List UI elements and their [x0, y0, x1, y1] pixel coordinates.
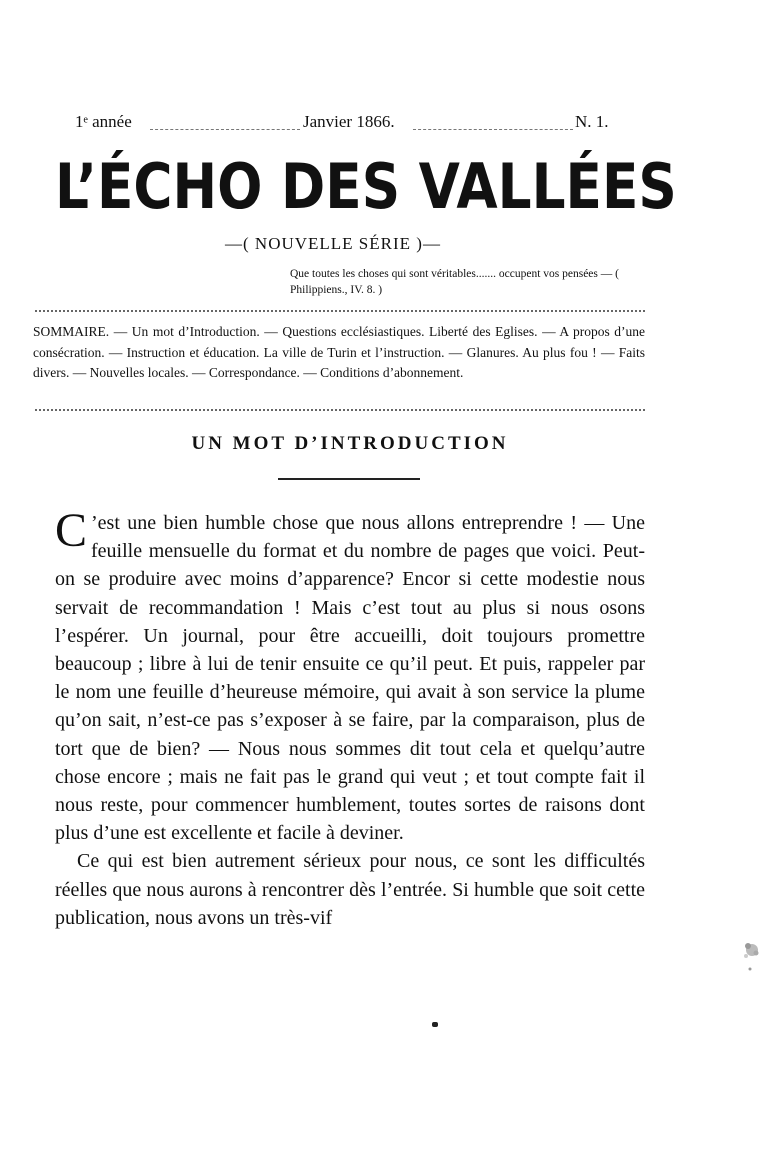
- summary-label: SOMMAIRE.: [33, 324, 110, 339]
- epigraph: Que toutes les choses qui sont véritables....... occupent vos pensées — ( Philippiens., IV. 8. ): [290, 268, 619, 296]
- masthead-divider: [413, 129, 573, 130]
- summary-text: — Un mot d’Introduction. — Questions ecclésiastiques. Liberté des Eglises. — A propos d’une consécration. — Instruction et éducation. La ville de Turin et l’instruction. — Glanures. Au plus fou ! — Faits divers. — Nouvelles locales. — Correspondance. — Conditions d’abonnement.: [33, 324, 645, 380]
- paragraph: [55, 504, 645, 847]
- masthead-line: [75, 112, 630, 136]
- paragraph-text: Ce qui est bien autrement sérieux pour nous, ce sont les difficultés réelles que nous aurons à rencontrer dès l’entrée. Si humble que soit cette publication, nous avons un très-vif: [55, 850, 645, 929]
- divider-rule: [35, 409, 645, 411]
- heading-rule: [278, 478, 420, 480]
- edition-label: 1ᵉ année: [75, 112, 132, 131]
- paragraph: [55, 847, 645, 932]
- newspaper-title: L’ÉCHO DES VALLÉES: [55, 150, 677, 223]
- issue-number: N. 1.: [575, 112, 609, 131]
- paper-stain: [738, 936, 766, 974]
- masthead-divider: [150, 129, 300, 130]
- divider-rule: [35, 310, 645, 312]
- summary-block: [33, 322, 645, 384]
- paragraph-text: ’est une bien humble chose que nous allons entreprendre ! — Une feuille mensuelle du format et du nombre de pages que voici. Peut-on se produire avec moins d’apparence? Encor si cette modestie nous servait de recommandation ! Mais c’est tout au plus si nous osons l’espérer. Un journal, pour être accueilli, doit toujours promettre beaucoup ; libre à lui de tenir ensuite ce qu’il peut. Et puis, rappeler par le nom une feuille d’heureuse mémoire, qui avait à son service la plume qu’on sait, n’est-ce pas s’exposer à se faire, par la comparaison, plus de tort que de bien? — Nous nous sommes dit tout cela et quelqu’autre chose encore ; mais ne fait pas le grand qui veut ; et tout compte fait il nous reste, pour commencer humblement, toutes sortes de raisons dont plus d’une est excellente et facile à deviner.: [55, 512, 645, 845]
- article-body: [55, 504, 645, 932]
- issue-date: Janvier 1866.: [303, 112, 395, 131]
- article-heading: UN MOT D’INTRODUCTION: [191, 433, 509, 454]
- drop-cap: C: [55, 504, 88, 557]
- ink-dot: [432, 1022, 438, 1027]
- series-subtitle: —( NOUVELLE SÉRIE )—: [225, 234, 441, 253]
